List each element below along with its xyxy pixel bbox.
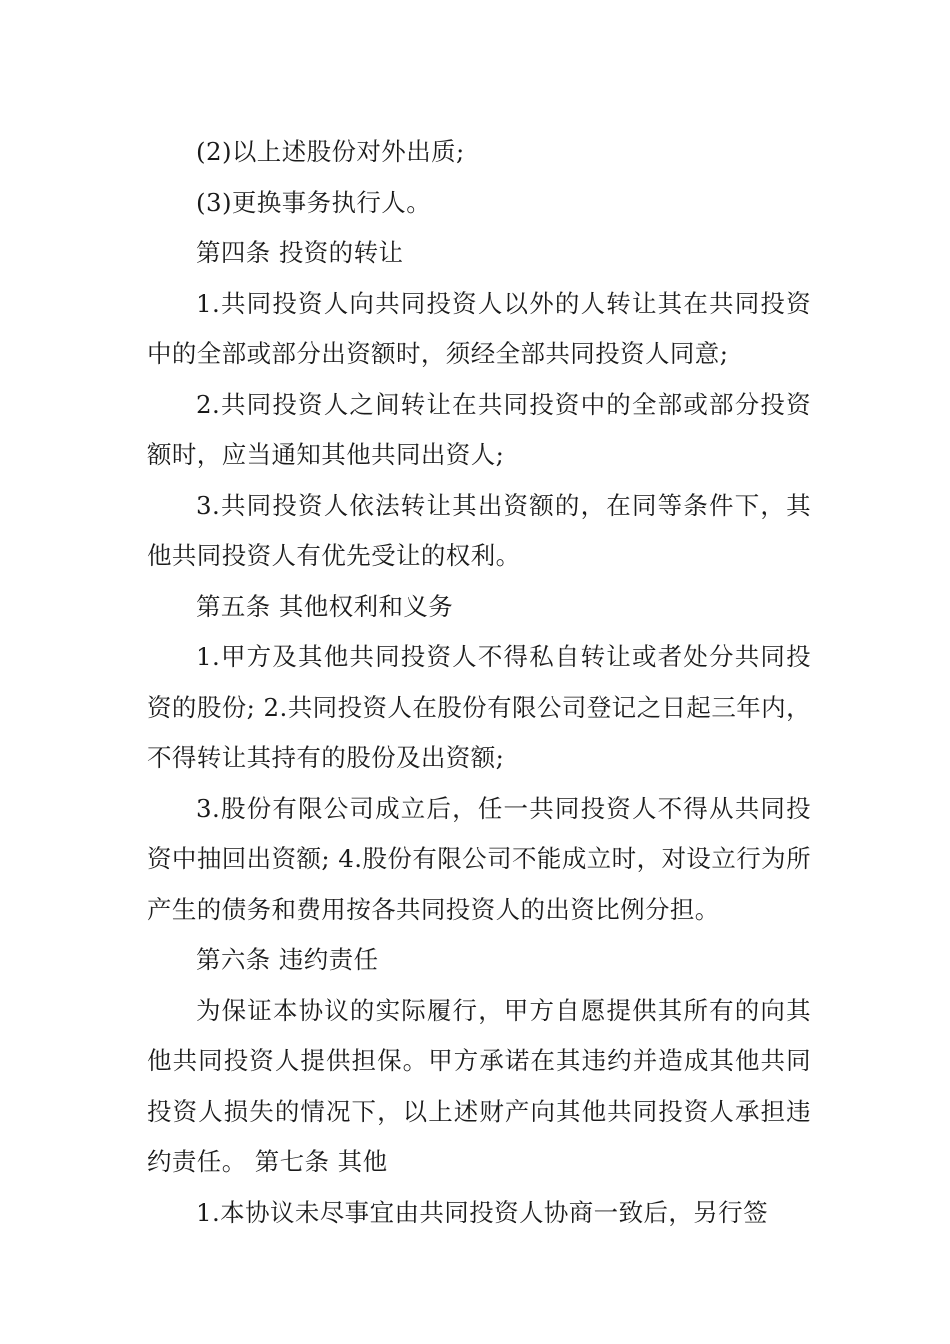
document-body bbox=[147, 127, 811, 1238]
article-5-clauses-1-2: 1.甲方及其他共同投资人不得私自转让或者处分共同投资的股份; 2.共同投资人在股份有限公司登记之日起三年内，不得转让其持有的股份及出资额; bbox=[147, 642, 811, 772]
article-5-clauses-3-4: 3.股份有限公司成立后，任一共同投资人不得从共同投资中抽回出资额; 4.股份有限公司不能成立时，对设立行为所产生的债务和费用按各共同投资人的出资比例分担。 bbox=[147, 793, 811, 924]
article-4-heading: 第四条 投资的转让 bbox=[196, 238, 404, 267]
article-4-clause-1: 1.共同投资人向共同投资人以外的人转让其在共同投资中的全部或部分出资额时，须经全部共同投资人同意; bbox=[147, 288, 811, 368]
paragraph-item-3: (3)更换事务执行人。 bbox=[196, 187, 432, 217]
article-7-clause-1: 1.本协议未尽事宜由共同投资人协商一致后，另行签 bbox=[196, 1197, 768, 1227]
paragraph-item-2: (2)以上述股份对外出质; bbox=[196, 137, 465, 166]
article-6-body: 为保证本协议的实际履行，甲方自愿提供其所有的向其他共同投资人提供担保。甲方承诺在其违约并造成其他共同投资人损失的情况下，以上述财产向其他共同投资人承担违约责任。 第七条 其他 bbox=[147, 995, 811, 1176]
article-6-heading: 第六条 违约责任 bbox=[196, 945, 379, 974]
article-4-clause-2: 2.共同投资人之间转让在共同投资中的全部或部分投资额时，应当通知其他共同出资人; bbox=[147, 389, 811, 469]
article-4-clause-3: 3.共同投资人依法转让其出资额的，在同等条件下，其他共同投资人有优先受让的权利。 bbox=[147, 490, 811, 570]
article-5-heading: 第五条 其他权利和义务 bbox=[196, 591, 454, 621]
